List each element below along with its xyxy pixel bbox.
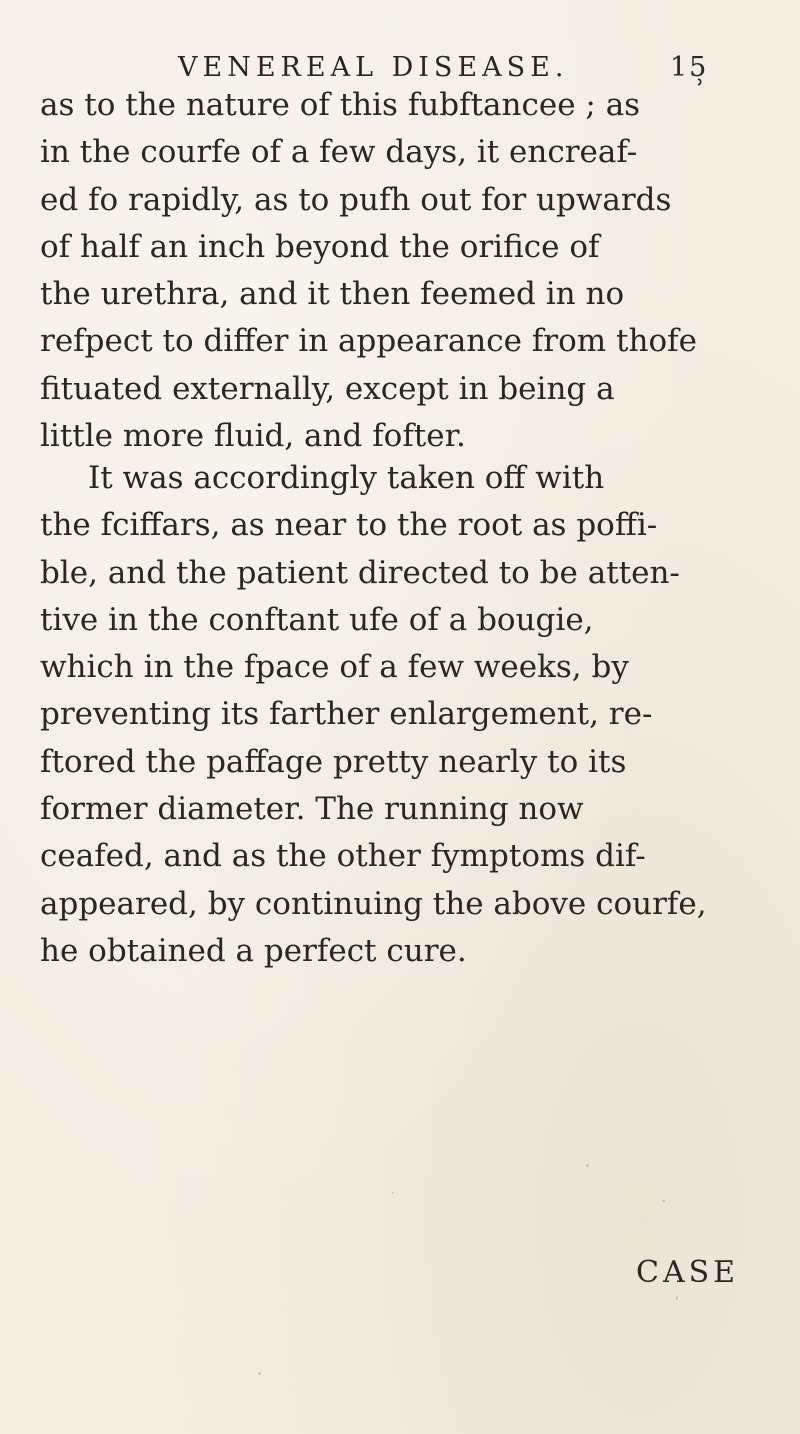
text-line: he obtained a perfect cure. — [40, 932, 467, 969]
paper-speck — [676, 1296, 678, 1300]
text-line: of half an inch beyond the orifice of — [40, 228, 600, 265]
text-line: It was accordingly taken off with — [88, 460, 605, 496]
text-line: ed fo rapidly, as to pufh out for upwards — [40, 181, 672, 218]
paper-speck — [662, 1200, 665, 1202]
catchword: CASE — [636, 1255, 740, 1290]
text-line: the urethra, and it then feemed in no — [40, 276, 625, 313]
text-line: tive in the conftant ufe of a bougie, — [40, 601, 594, 638]
text-line: ble, and the patient directed to be atten- — [40, 554, 680, 591]
paper-speck — [392, 1192, 394, 1194]
text-line: former diameter. The running now — [40, 791, 584, 828]
text-line: refpect to differ in appearance from thofe — [40, 323, 697, 360]
text-line: which in the fpace of a few weeks, by — [40, 649, 629, 686]
text-line: preventing its farther enlargement, re- — [40, 696, 653, 733]
paper-speck — [258, 1372, 261, 1375]
running-head: VENEREAL DISEASE. — [178, 52, 569, 83]
text-line: ftored the paffage pretty nearly to its — [40, 743, 627, 780]
text-line: in the courfe of a few days, it encreaf- — [40, 134, 638, 171]
paragraph-1 — [40, 82, 770, 460]
text-line: ceafed, and as the other fymptoms dif- — [40, 838, 646, 875]
text-line: appeared, by continuing the above courfe, — [40, 885, 707, 922]
text-line: little more fluid, and fofter. — [40, 418, 466, 455]
text-line: as to the nature of this fubftancee ; as — [40, 87, 641, 123]
paragraph-2 — [40, 455, 770, 975]
paper-speck — [586, 1164, 589, 1167]
page-number: 15̹ — [670, 52, 709, 83]
text-line: the fciffars, as near to the root as poffi- — [40, 507, 658, 544]
text-line: fituated externally, except in being a — [40, 370, 615, 407]
